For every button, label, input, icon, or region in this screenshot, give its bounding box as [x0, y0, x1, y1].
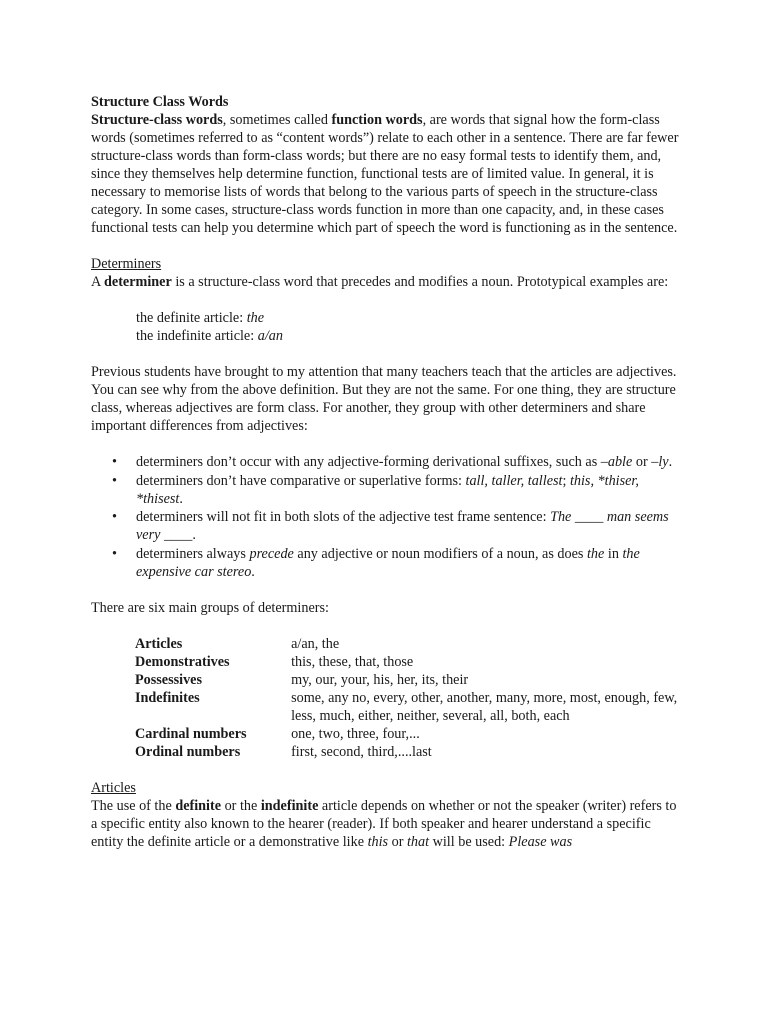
- intro-paragraph: [91, 111, 681, 237]
- det-def-a: A: [91, 274, 105, 290]
- articles-text: will be used:: [429, 834, 509, 850]
- bullet-italic: this, *thiser, *thisest: [136, 472, 639, 507]
- bullet-text: determiners don’t occur with any adjective-forming derivational suffixes, such as: [136, 454, 601, 470]
- det-def-rest: is a structure-class word that precedes and modifies a noun. Prototypical examples are:: [171, 274, 669, 290]
- articles-bold: indefinite: [260, 798, 319, 814]
- determiner-groups-table: [135, 635, 681, 761]
- bullet-text: .: [251, 563, 255, 580]
- articles-heading: Articles: [91, 780, 136, 796]
- articles-text: or: [388, 834, 407, 850]
- bullet-text: any adjective or noun modifiers of a noun, as does: [293, 545, 587, 562]
- group-name: Ordinal numbers: [135, 744, 241, 760]
- table-row: [135, 671, 681, 689]
- articles-paragraph: [91, 797, 681, 851]
- bullet-italic: –ly: [651, 454, 669, 470]
- list-item: [91, 453, 681, 471]
- articles-italic: Please was: [508, 834, 573, 850]
- bullet-text: .: [668, 454, 673, 470]
- bullet-text: or: [632, 454, 652, 470]
- document-page: [91, 93, 681, 851]
- bullet-text: .: [179, 490, 183, 507]
- bullet-icon: •: [112, 545, 117, 562]
- articles-text: article depends on whether or not the speaker (writer) refers to a specific entity also known to the hearer (reader). If both speaker and hearer understand a specific entity the definite article or a demonstrative like: [91, 798, 677, 850]
- bullet-italic: the expensive car stereo: [136, 545, 640, 580]
- intro-term-2: function words: [331, 112, 423, 128]
- group-name: Articles: [135, 636, 183, 652]
- section-title: Structure Class Words: [91, 94, 229, 110]
- table-row: [135, 635, 681, 653]
- list-item: [91, 472, 681, 508]
- bullet-icon: •: [112, 472, 117, 489]
- bullet-text: determiners will not fit in both slots of the adjective test frame sentence:: [136, 509, 551, 525]
- intro-text-1: , sometimes called: [222, 112, 332, 128]
- table-row: [135, 743, 681, 761]
- group-examples: one, two, three, four,...: [291, 726, 420, 742]
- differences-list: [91, 453, 681, 581]
- group-name: Demonstratives: [135, 654, 230, 670]
- intro-term: Structure-class words: [91, 112, 223, 128]
- example-label: the indefinite article:: [136, 328, 258, 344]
- bullet-text: ;: [562, 472, 570, 489]
- bullet-text: in: [604, 545, 623, 562]
- intro-text-2: , are words that signal how the form-class words (sometimes referred to as “content words”) relate to each other in a sentence. There are far fewer structure-class words than form-class words; but there are no easy formal tests to identify them, and, since they themselves help determine function, functional tests are of limited value. In general, it is necessary to memorise lists of words that belong to the various parts of speech in the structure-class category. In some cases, structure-class words function in more than one capacity, and, in these cases functional tests can help you determine which part of speech the word is functioning as in the sentence.: [91, 112, 679, 236]
- group-examples: some, any no, every, other, another, many, more, most, enough, few, less, much, either, neither, several, all, both, each: [291, 690, 678, 724]
- list-item: [91, 545, 681, 581]
- example-value: the: [246, 310, 265, 326]
- articles-bold: definite: [175, 798, 222, 814]
- group-examples: my, our, your, his, her, its, their: [291, 672, 469, 688]
- groups-intro: There are six main groups of determiners:: [91, 600, 329, 616]
- example-label: the definite article:: [136, 310, 247, 326]
- example-definite: [91, 309, 681, 327]
- bullet-italic: the: [586, 545, 605, 562]
- list-item: [91, 508, 681, 544]
- table-row: [135, 689, 681, 725]
- table-row: [135, 653, 681, 671]
- group-examples: this, these, that, those: [291, 654, 414, 670]
- bullet-italic: tall, taller, tallest: [465, 472, 563, 489]
- group-name: Indefinites: [135, 690, 200, 706]
- bullet-italic: precede: [249, 545, 294, 562]
- previous-students-paragraph: Previous students have brought to my attention that many teachers teach that the articles are adjectives. You can see why from the above definition. But they are not the same. For one thing, they are structure class, whereas adjectives are form class. For another, they group with other determiners and share important differences from adjectives:: [91, 364, 677, 434]
- bullet-icon: •: [112, 454, 117, 470]
- example-value: a/an: [257, 328, 283, 344]
- determiners-heading: Determiners: [91, 256, 162, 272]
- bullet-italic: –able: [600, 454, 633, 470]
- articles-italic: that: [406, 834, 430, 850]
- table-row: [135, 725, 681, 743]
- det-def-term: determiner: [104, 274, 172, 290]
- articles-text: The use of the: [91, 798, 176, 814]
- bullet-italic: The ____ man seems very ____: [136, 509, 669, 543]
- bullet-text: determiners don’t have comparative or superlative forms:: [136, 472, 466, 489]
- bullet-icon: •: [112, 509, 117, 525]
- group-examples: a/an, the: [291, 636, 340, 652]
- articles-text: or the: [221, 798, 261, 814]
- group-examples: first, second, third,....last: [291, 744, 432, 760]
- bullet-text: .: [192, 527, 196, 543]
- determiner-definition: [91, 273, 681, 291]
- group-name: Cardinal numbers: [135, 726, 247, 742]
- bullet-text: determiners always: [136, 545, 250, 562]
- articles-italic: this: [367, 834, 389, 850]
- example-indefinite: [91, 327, 681, 345]
- group-name: Possessives: [135, 672, 202, 688]
